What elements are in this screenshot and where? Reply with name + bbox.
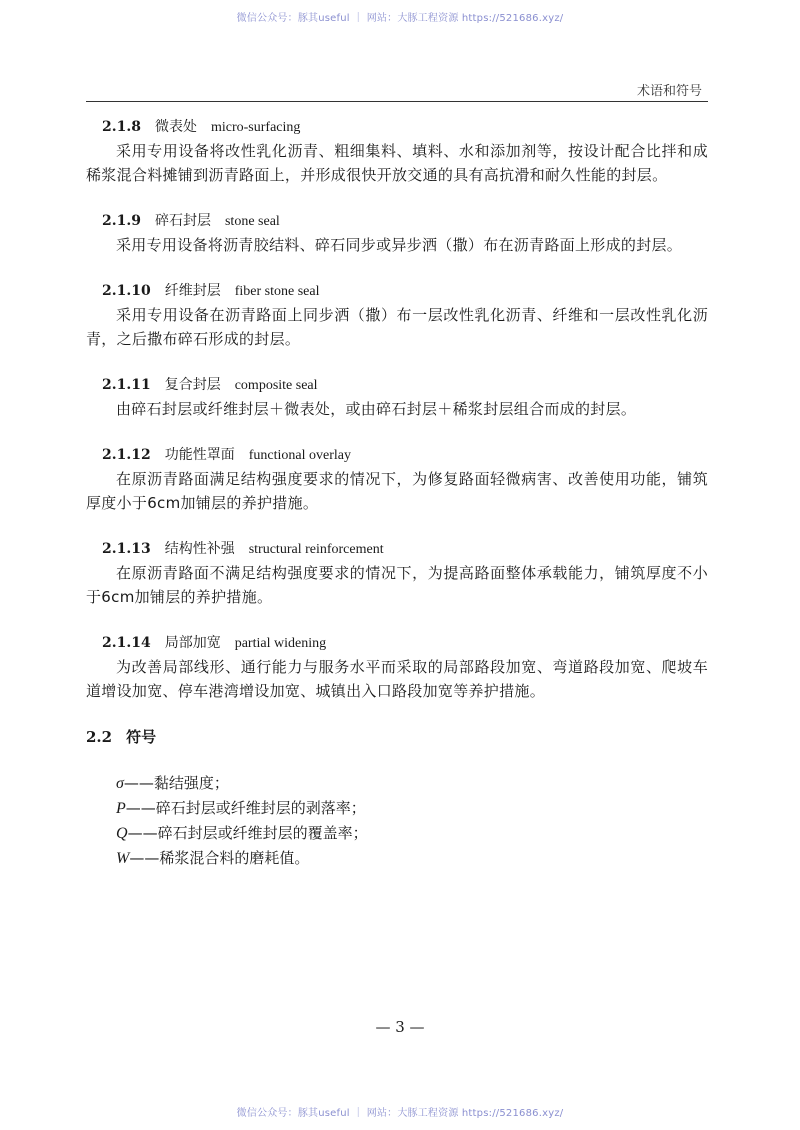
section-heading (86, 725, 708, 749)
term-number: 2.1.13 (102, 541, 151, 557)
symbol: W (116, 850, 130, 867)
page-number: — 3 — (375, 1018, 425, 1036)
term-english: functional overlay (248, 448, 351, 463)
term-number: 2.1.14 (102, 635, 151, 651)
symbol-list (86, 771, 708, 871)
term-english: partial widening (234, 636, 327, 651)
symbol-item (116, 796, 708, 821)
running-header: 术语和符号 (636, 84, 702, 99)
symbol: σ (116, 775, 124, 792)
term-number: 2.1.9 (102, 213, 141, 229)
symbol-description: ——碎石封层或纤维封层的覆盖率； (127, 824, 368, 842)
symbol-item (116, 846, 708, 871)
term-number: 2.1.11 (102, 377, 151, 393)
term-entry (86, 537, 708, 609)
term-title (86, 373, 708, 397)
term-definition: 在原沥青路面满足结构强度要求的情况下，为修复路面轻微病害、改善使用功能，铺筑厚度小于6cm加铺层的养护措施。 (86, 470, 708, 512)
term-title (86, 631, 708, 655)
symbol-item (116, 771, 708, 796)
watermark-top: 微信公众号：豚其useful ｜ 网站：大豚工程资源 https://521686.xyz/ (236, 13, 564, 24)
term-title (86, 537, 708, 561)
term-definition: 采用专用设备将沥青胶结料、碎石同步或异步洒（撒）布在沥青路面上形成的封层。 (116, 236, 683, 254)
term-definition: 在原沥青路面不满足结构强度要求的情况下，为提高路面整体承载能力，铺筑厚度不小于6cm加铺层的养护措施。 (86, 564, 708, 606)
section-title: 符号 (126, 728, 157, 746)
watermark-bottom: 微信公众号：豚其useful ｜ 网站：大豚工程资源 https://521686.xyz/ (236, 1108, 564, 1119)
term-chinese: 纤维封层 (164, 283, 221, 299)
term-chinese: 碎石封层 (154, 213, 211, 229)
header-rule (86, 101, 708, 102)
term-title (86, 279, 708, 303)
term-english: fiber stone seal (234, 284, 320, 299)
symbol-item (116, 821, 708, 846)
term-entry (86, 115, 708, 187)
term-entry (86, 631, 708, 703)
term-definition: 为改善局部线形、通行能力与服务水平而采取的局部路段加宽、弯道路段加宽、爬坡车道增设加宽、停车港湾增设加宽、城镇出入口路段加宽等养护措施。 (86, 658, 708, 700)
term-entry (86, 209, 708, 257)
term-definition: 采用专用设备在沥青路面上同步洒（撒）布一层改性乳化沥青、纤维和一层改性乳化沥青，之后撒布碎石形成的封层。 (86, 306, 708, 348)
term-chinese: 微表处 (154, 119, 197, 135)
symbol: P (116, 800, 126, 817)
term-entry (86, 279, 708, 351)
term-entry (86, 373, 708, 421)
term-chinese: 局部加宽 (164, 635, 221, 651)
term-definition: 由碎石封层或纤维封层＋微表处，或由碎石封层＋稀浆封层组合而成的封层。 (116, 400, 637, 418)
term-title (86, 443, 708, 467)
term-english: composite seal (234, 378, 318, 393)
page-content (86, 115, 708, 871)
term-english: structural reinforcement (248, 542, 384, 557)
term-title (86, 115, 708, 139)
term-entry (86, 443, 708, 515)
term-chinese: 功能性罩面 (164, 447, 235, 463)
symbol-description: ——黏结强度； (123, 774, 229, 792)
symbol-description: ——稀浆混合料的磨耗值。 (129, 849, 310, 867)
section-number: 2.2 (86, 728, 113, 746)
term-definition: 采用专用设备将改性乳化沥青、粗细集料、填料、水和添加剂等，按设计配合比拌和成稀浆混合料摊铺到沥青路面上，并形成很快开放交通的具有高抗滑和耐久性能的封层。 (86, 142, 708, 184)
term-number: 2.1.12 (102, 447, 151, 463)
term-number: 2.1.8 (102, 119, 141, 135)
term-chinese: 复合封层 (164, 377, 221, 393)
term-number: 2.1.10 (102, 283, 151, 299)
term-english: micro-surfacing (210, 120, 301, 135)
symbol: Q (116, 825, 128, 842)
term-title (86, 209, 708, 233)
symbol-description: ——碎石封层或纤维封层的剥落率； (125, 799, 366, 817)
term-chinese: 结构性补强 (164, 541, 235, 557)
term-english: stone seal (224, 214, 280, 229)
